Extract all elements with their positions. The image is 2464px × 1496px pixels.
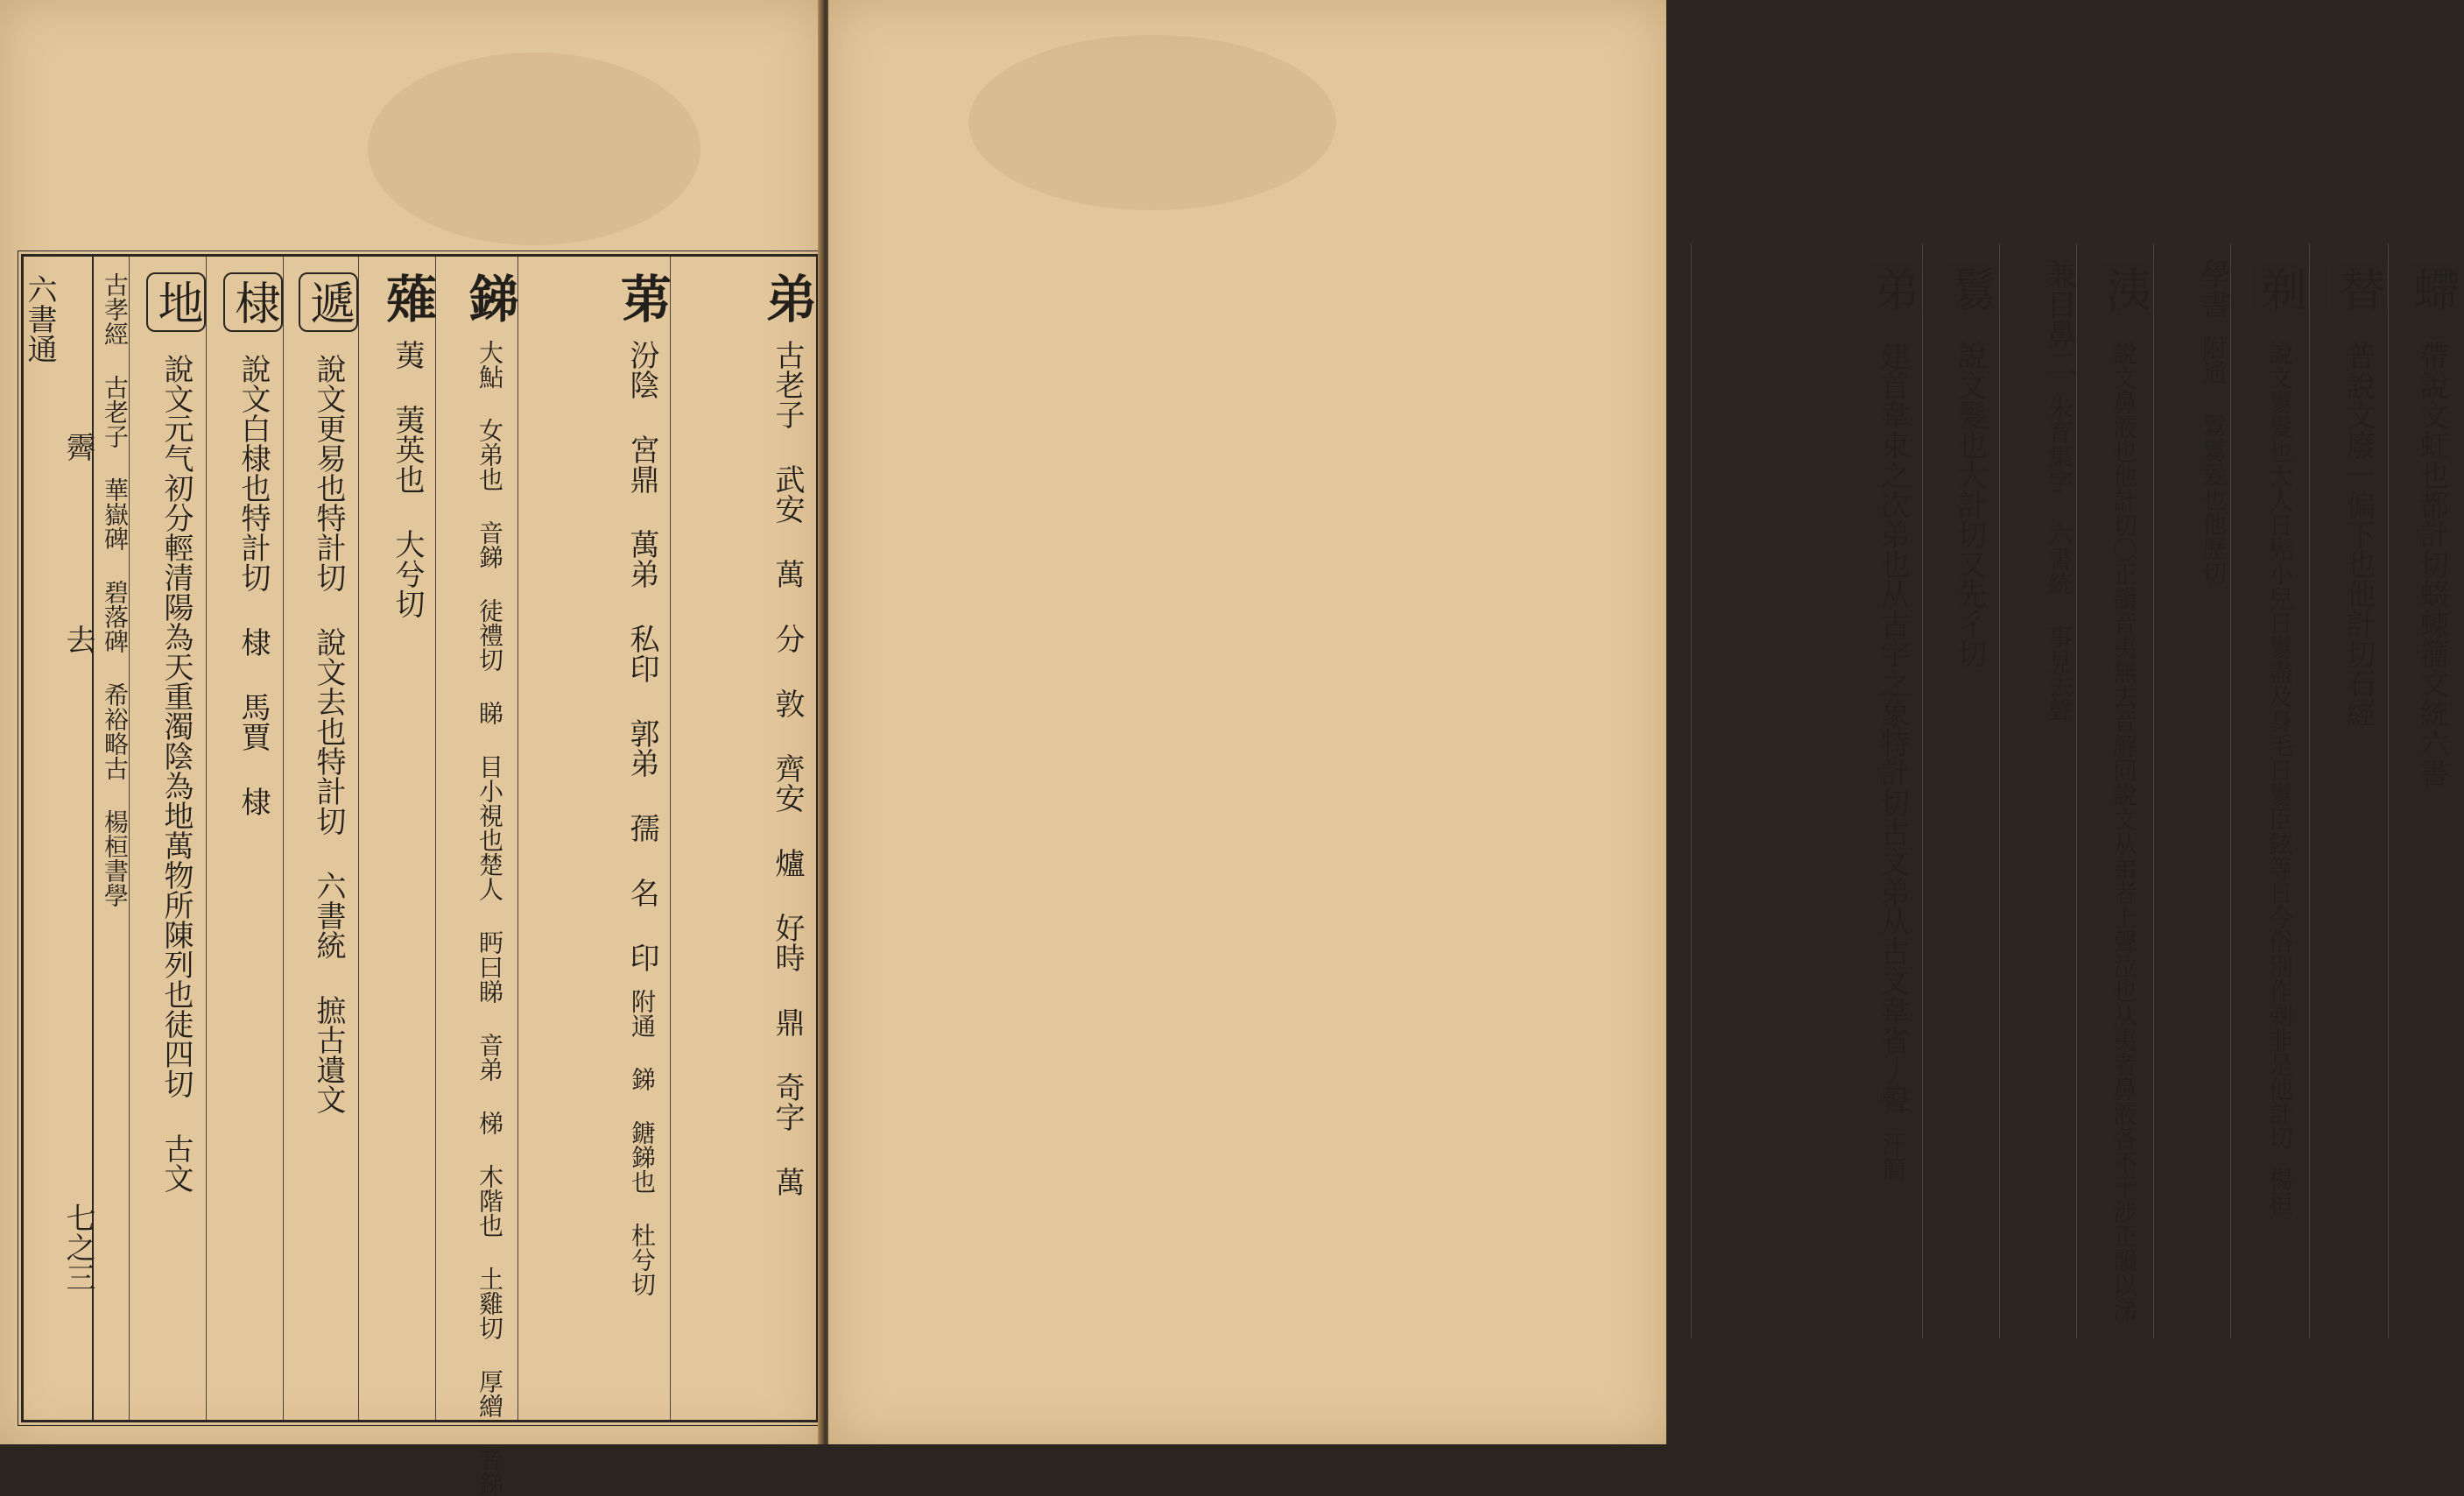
column-text: 兼目鼻二 (2041, 259, 2076, 378)
right-column-1 (2388, 243, 2461, 1338)
column-text: 說文鬄髮也大人日髡小兒日鬄盡及身毛日鬄臣鉉等日今俗別作剃非是他計切 (2265, 341, 2294, 1150)
column-text: 說文髮也大計切又先彳切 (1952, 341, 1987, 668)
margin-title (22, 274, 57, 363)
column-text: 說文鼻液也他計切〇正韻音夷無去音解同說文从弟者上聲泣也从夷者鼻液各不干涉正韻以涕 (2109, 341, 2138, 1322)
column-text: 說文元气初分輕清陽為天重濁陰為地萬物所陳列也徒四切 古文 (158, 354, 194, 1193)
column-text: 建首韋束之次弟也从古字之象特計切古文弟从古文韋省丿聲 (1875, 341, 1910, 1115)
seal-glyph: 弟 (757, 272, 817, 323)
head-character: 螮 (2402, 259, 2461, 319)
column-text: 說文白棣也特計切 棣 馬賈 棣 (236, 354, 271, 816)
right-column-3 (2230, 243, 2309, 1338)
left-column-3 (435, 257, 519, 1496)
right-page-frame (1688, 241, 2464, 1341)
seal-glyph: 薙 (377, 272, 437, 323)
head-character: 弟 (1862, 259, 1922, 319)
head-character: 鬄 (1940, 259, 1999, 319)
column-text: 古老子 武安 萬 分 敦 齊安 爐 好時 鼎 奇字 萬 (770, 340, 805, 1196)
seal-glyph: 苐 (612, 272, 672, 323)
left-column-6 (206, 257, 283, 1420)
column-text: 汾陰 宮鼎 萬弟 私印 郭弟 孺 名 印 (624, 340, 659, 972)
folio-text: 七之三 (60, 1203, 95, 1292)
left-page-frame (21, 254, 819, 1496)
right-column-5 (2076, 243, 2153, 1338)
left-column-2 (517, 257, 670, 1420)
column-text: 荑 荑英也 大兮切 (390, 340, 425, 618)
column-text: 帶說文虹也都計切蝃蝀籒文統六書 (2414, 341, 2449, 787)
right-column-6 (1999, 243, 2076, 1338)
source-note: 楊桓 (2265, 1167, 2294, 1216)
margin-section-text: 霽 (60, 432, 95, 462)
right-column-2 (2309, 243, 2388, 1338)
left-column-7 (129, 257, 206, 1420)
column-text: 古孝經 古老子 華嶽碑 碧落碑 希裕略古 楊桓書學 (101, 272, 130, 907)
left-column-8 (92, 257, 129, 1420)
head-character: 洟 (2094, 259, 2153, 319)
right-column-7 (1922, 243, 1999, 1338)
left-column-1 (670, 257, 815, 1420)
right-column-4 (2153, 243, 2230, 1338)
column-text: 普說文廢一偏下也他計切石經 (2341, 341, 2376, 728)
margin-section (60, 432, 95, 462)
column-text: 學書 (2195, 259, 2230, 319)
head-character: 剃 (2249, 259, 2309, 319)
seal-glyph: 銻 (460, 272, 519, 323)
folio-number (60, 1203, 95, 1292)
left-page (0, 0, 823, 1496)
head-character: 遞 (299, 272, 358, 332)
margin-title-text: 六書通 (22, 274, 57, 363)
head-character: 棣 (223, 272, 283, 332)
left-column-5 (283, 257, 358, 1420)
margin-tone (60, 625, 95, 654)
column-text: 大鮎 女弟也 音銻 徒禮切 睇 目小視也楚人 眄曰睇 音弟 梯 木階也 土雞切 厚繒 音銻 (475, 340, 504, 1496)
appended-note: 附通 銻 鎕銻也 杜兮切 (628, 989, 657, 1296)
left-column-4 (358, 257, 435, 1420)
margin-tone-text: 去 (60, 625, 95, 654)
column-text: 說文更易也特計切 說文去也特計切 六書統 摭古遺文 (311, 354, 346, 1114)
appended-note: 朱育集字 六書統 事見去聲 (2045, 395, 2073, 723)
head-character: 地 (146, 272, 206, 332)
right-page (828, 0, 2458, 1444)
appended-note: 附通 鬄鬄髮也他歷切 (2199, 335, 2228, 585)
right-column-8 (1691, 243, 1922, 1338)
head-character: 替 (2328, 259, 2388, 319)
source-note: 汗簡 (1878, 1132, 1907, 1181)
